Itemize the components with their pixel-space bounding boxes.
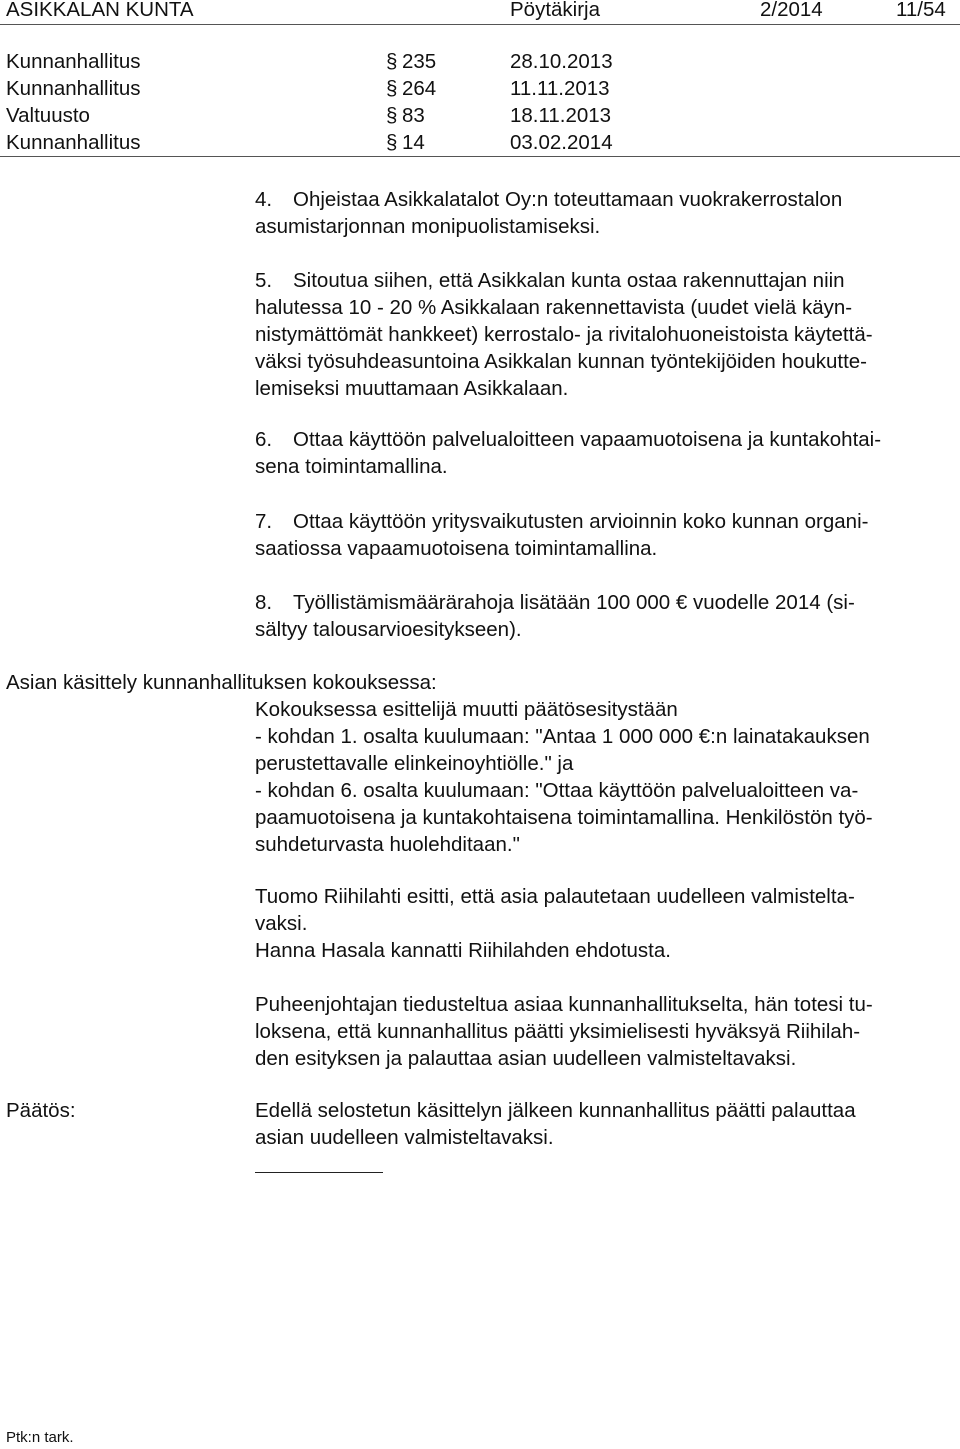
item-4 [255,186,960,240]
proposal-line: vaksi. [255,912,308,935]
proposal-line: Tuomo Riihilahti esitti, että asia palautetaan uudelleen valmistelta- [255,885,855,908]
item-line: sena toimintamallina. [255,455,448,478]
header-divider [0,24,960,25]
meta-body: Valtuusto [6,104,90,127]
meta-number: 83 [402,104,425,127]
handling-line: - kohdan 1. osalta kuulumaan: "Antaa 1 000 000 €:n lainatakauksen [255,725,870,748]
item-line: Ottaa käyttöön yritysvaikutusten arvioinnin koko kunnan organi- [293,510,869,533]
meta-number: 264 [402,77,437,100]
item-line: Työllistämismäärärahoja lisätään 100 000 € vuodelle 2014 (si- [293,591,855,614]
meta-row [6,75,706,102]
item-line: lemiseksi muuttamaan Asikkalaan. [255,377,569,400]
meta-number: 235 [402,50,437,73]
footer-label: Ptk:n tark. [6,1429,74,1446]
handling-line: perustettavalle elinkeinoyhtiölle." ja [255,752,574,775]
handling-line: suhdeturvasta huolehditaan." [255,833,520,856]
item-number: 4. [255,188,273,211]
section-icon: § [386,104,398,127]
handling-text [255,696,960,858]
item-line: sältyy talousarvioesitykseen). [255,618,522,641]
item-number: 6. [255,428,273,451]
handling-line: Kokouksessa esittelijä muutti päätösesitystään [255,698,678,721]
meta-date: 11.11.2013 [510,77,610,100]
handling-line: paamuotoisena ja kuntakohtaisena toimintamallina. Henkilöstön työ- [255,806,873,829]
chair-line: den esityksen ja palauttaa asian uudelleen valmisteltavaksi. [255,1047,797,1070]
end-rule [255,1172,383,1173]
doc-number: 2/2014 [760,0,823,21]
section-icon: § [386,50,398,73]
decision-text [255,1097,960,1151]
item-line: Ohjeistaa Asikkalatalot Oy:n toteuttamaan vuokrakerrostalon [293,188,843,211]
section-icon: § [386,77,398,100]
proposal-text [255,883,960,964]
meta-row [6,48,706,75]
item-number: 8. [255,591,273,614]
item-line: väksi työsuhdeasuntoina Asikkalan kunnan työntekijöiden houkutte- [255,350,867,373]
item-line: halutessa 10 - 20 % Asikkalaan rakennettavista (uudet vielä käyn- [255,296,853,319]
item-7 [255,508,960,562]
meta-date: 28.10.2013 [510,50,613,73]
chair-line: loksena, että kunnanhallitus päätti yksimielisesti hyväksyä Riihilah- [255,1020,861,1043]
org-name: ASIKKALAN KUNTA [6,0,194,21]
item-6 [255,426,960,480]
decision-line: Edellä selostetun käsittelyn jälkeen kunnanhallitus päätti palauttaa [255,1099,856,1122]
section-icon: § [386,131,398,154]
item-line: saatiossa vapaamuotoisena toimintamallina. [255,537,658,560]
handling-line: - kohdan 6. osalta kuulumaan: "Ottaa käyttöön palvelualoitteen va- [255,779,859,802]
item-line: Sitoutua siihen, että Asikkalan kunta ostaa rakennuttajan niin [293,269,845,292]
meta-row [6,129,706,156]
item-number: 7. [255,510,273,533]
proposal-line: Hanna Hasala kannatti Riihilahden ehdotusta. [255,939,671,962]
meta-body: Kunnanhallitus [6,50,141,73]
meta-divider [0,156,960,157]
item-line: Ottaa käyttöön palvelualoitteen vapaamuotoisena ja kuntakohtai- [293,428,882,451]
meta-number: 14 [402,131,425,154]
meta-body: Kunnanhallitus [6,131,141,154]
meta-row [6,102,706,129]
handling-heading: Asian käsittely kunnanhallituksen kokouksessa: [6,671,437,694]
item-8 [255,589,960,643]
meta-date: 03.02.2014 [510,131,613,154]
page-number: 11/54 [896,0,946,21]
item-number: 5. [255,269,273,292]
decision-label: Päätös: [6,1099,76,1122]
chair-text [255,991,960,1072]
item-5 [255,267,960,402]
meta-date: 18.11.2013 [510,104,612,127]
meta-body: Kunnanhallitus [6,77,141,100]
item-line: asumistarjonnan monipuolistamiseksi. [255,215,601,238]
chair-line: Puheenjohtajan tiedusteltua asiaa kunnanhallitukselta, hän totesi tu- [255,993,873,1016]
decision-line: asian uudelleen valmisteltavaksi. [255,1126,554,1149]
doc-type: Pöytäkirja [510,0,601,21]
item-line: nistymättömät hankkeet) kerrostalo- ja rivitalohuoneistoista käytettä- [255,323,873,346]
